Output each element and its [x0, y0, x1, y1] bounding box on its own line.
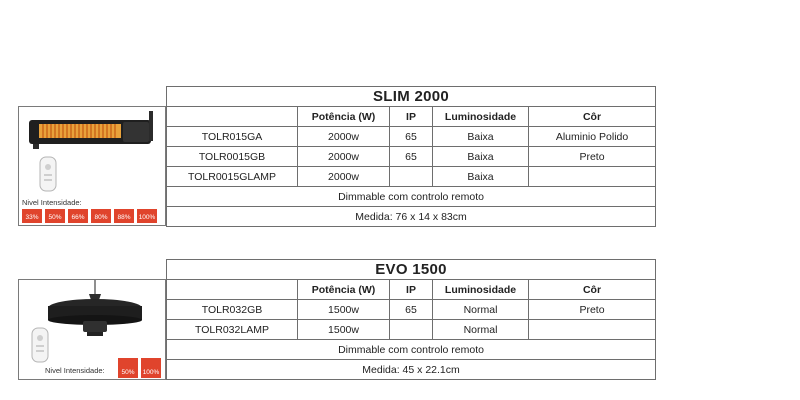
- intensity-badge: 100%: [137, 209, 157, 223]
- header-color: Côr: [529, 280, 656, 300]
- color-cell: [529, 320, 656, 340]
- luminosity-cell: Baixa: [433, 167, 529, 187]
- header-color: Côr: [529, 107, 656, 127]
- model-cell: TOLR0015GLAMP: [167, 167, 298, 187]
- luminosity-cell: Baixa: [433, 127, 529, 147]
- measure-cell: Medida: 45 x 22.1cm: [167, 360, 656, 380]
- intensity-badge: 50%: [118, 358, 138, 378]
- model-cell: TOLR015GA: [167, 127, 298, 147]
- ip-cell: 65: [390, 300, 433, 320]
- ip-cell: 65: [390, 127, 433, 147]
- color-cell: [529, 167, 656, 187]
- intensity-badge: 88%: [114, 209, 134, 223]
- power-cell: 2000w: [298, 127, 390, 147]
- ip-cell: [390, 320, 433, 340]
- intensity-levels: [22, 209, 157, 223]
- power-cell: 1500w: [298, 300, 390, 320]
- header-luminosity: Luminosidade: [433, 107, 529, 127]
- intensity-badge: 33%: [22, 209, 42, 223]
- intensity-label: Nivel Intensidade:: [22, 198, 82, 207]
- product-title: EVO 1500: [167, 260, 656, 280]
- luminosity-cell: Normal: [433, 320, 529, 340]
- color-cell: Preto: [529, 147, 656, 167]
- table-row: [167, 320, 656, 340]
- product-title: SLIM 2000: [167, 87, 656, 107]
- empty-header-cell: [167, 280, 298, 300]
- model-cell: TOLR032LAMP: [167, 320, 298, 340]
- header-ip: IP: [390, 280, 433, 300]
- feature-cell: Dimmable com controlo remoto: [167, 187, 656, 207]
- intensity-badge: 100%: [141, 358, 161, 378]
- ip-cell: 65: [390, 147, 433, 167]
- evo-spec-table: [166, 259, 656, 380]
- intensity-levels: [118, 358, 161, 378]
- table-row: [167, 147, 656, 167]
- remote-control-icon: [33, 155, 63, 195]
- header-power: Potência (W): [298, 107, 390, 127]
- header-ip: IP: [390, 107, 433, 127]
- ip-cell: [390, 167, 433, 187]
- measure-cell: Medida: 76 x 14 x 83cm: [167, 207, 656, 227]
- intensity-badge: 66%: [68, 209, 88, 223]
- color-cell: Preto: [529, 300, 656, 320]
- table-row: [167, 300, 656, 320]
- intensity-badge: 50%: [45, 209, 65, 223]
- model-cell: TOLR0015GB: [167, 147, 298, 167]
- slim-spec-table: [166, 86, 656, 227]
- luminosity-cell: Baixa: [433, 147, 529, 167]
- evo-image-panel: [18, 279, 166, 380]
- intensity-badge: 80%: [91, 209, 111, 223]
- empty-header-cell: [167, 107, 298, 127]
- table-row: [167, 127, 656, 147]
- intensity-label: Nivel Intensidade:: [45, 366, 105, 375]
- power-cell: 1500w: [298, 320, 390, 340]
- remote-control-icon: [25, 326, 55, 366]
- power-cell: 2000w: [298, 147, 390, 167]
- luminosity-cell: Normal: [433, 300, 529, 320]
- feature-cell: Dimmable com controlo remoto: [167, 340, 656, 360]
- header-power: Potência (W): [298, 280, 390, 300]
- model-cell: TOLR032GB: [167, 300, 298, 320]
- power-cell: 2000w: [298, 167, 390, 187]
- header-luminosity: Luminosidade: [433, 280, 529, 300]
- slim-image-panel: [18, 106, 166, 226]
- color-cell: Aluminio Polido: [529, 127, 656, 147]
- table-row: [167, 167, 656, 187]
